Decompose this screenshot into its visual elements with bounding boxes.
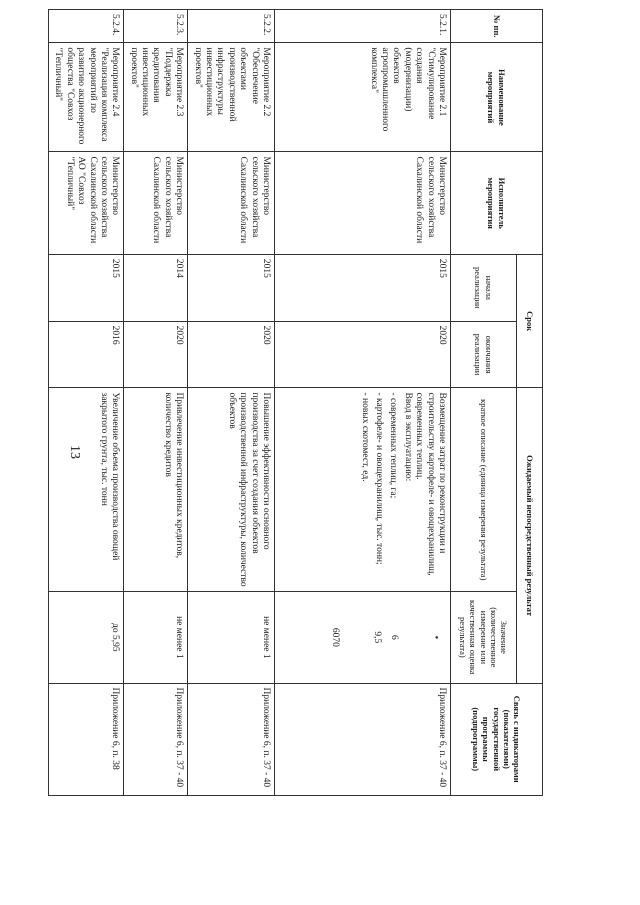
row-name: Мероприятие 2.2 "Обеспечение объектами производственной инфраструктуры инвестиционных проектов" <box>188 43 275 152</box>
value-item: 9,5 <box>371 631 382 644</box>
list-item: - картофеле- и овощехранилищ, тыс. тонн; <box>374 392 385 565</box>
row-executor: Министерство сельского хозяйства Сахалинской области АО "Совхоз "Тепличный" <box>48 152 123 254</box>
table-row <box>275 10 451 796</box>
list-item: - новых скотомест, ед. <box>359 392 370 482</box>
row-desc-text: Возмещение затрат по реконструкции и строительству картофеле- и овощехранилищ, современных теплиц. <box>414 392 447 576</box>
row-name: Мероприятие 2.3 "Поддержка кредитования инвестиционных проектов" <box>124 43 188 152</box>
header-short-desc: краткое описание (единица измерения результата) <box>451 388 517 592</box>
table-row <box>188 10 275 796</box>
row-start: 2015 <box>275 254 451 321</box>
row-num: 5.2.2. <box>188 10 275 43</box>
row-description <box>275 388 451 592</box>
row-description: Увеличение объема производства овощей закрытого грунта, тыс. тонн <box>48 388 123 592</box>
row-end: 2020 <box>275 321 451 388</box>
header-end: окончания реализации <box>451 321 517 388</box>
row-start: 2014 <box>124 254 188 321</box>
row-num: 5.2.3. <box>124 10 188 43</box>
row-num: 5.2.1. <box>275 10 451 43</box>
header-name: Наименование мероприятий <box>451 43 543 152</box>
row-name: Мероприятие 2.1 "Стимулирование создания (модернизации) объектов агропромышленного комплекса" <box>275 43 451 152</box>
row-executor: Министерство сельского хозяйства Сахалинской области <box>188 152 275 254</box>
row-link: Приложение 6, п. 37 - 40 <box>275 683 451 796</box>
value-item: 6 <box>389 634 399 640</box>
row-end: 2020 <box>124 321 188 388</box>
value-mark: • <box>430 635 441 640</box>
header-result: Ожидаемый непосредственный результат <box>517 388 543 683</box>
row-link: Приложение 6, п. 37 - 40 <box>124 683 188 796</box>
row-link: Приложение 6, п. 38 <box>48 683 123 796</box>
page-number: 13 <box>67 445 82 459</box>
row-num: 5.2.4. <box>48 10 123 43</box>
row-value: не менее 1 <box>124 592 188 683</box>
row-description: Привлечение инвестиционных кредитов, количество кредитов <box>124 388 188 592</box>
header-value: Значение (количественное измерение или качественная оценка результата) <box>451 592 517 683</box>
table-row <box>124 10 188 796</box>
row-end: 2016 <box>48 321 123 388</box>
row-value: до 5,95 <box>48 592 123 683</box>
row-link: Приложение 6, п. 37 - 40 <box>188 683 275 796</box>
list-item: - современных теплиц, га; <box>388 392 399 499</box>
row-desc-subtitle: Ввод в эксплуатацию: <box>402 392 413 482</box>
header-start: начала реализации <box>451 254 517 321</box>
row-executor: Министерство сельского хозяйства Сахалинской области <box>275 152 451 254</box>
table-row <box>48 10 123 796</box>
row-end: 2020 <box>188 321 275 388</box>
header-executor: Исполнитель мероприятия <box>451 152 543 254</box>
header-link: Связь с индикаторами (показателями) государственной программы (подпрограммы) <box>451 683 543 796</box>
row-start: 2015 <box>188 254 275 321</box>
value-item: 6070 <box>330 627 341 647</box>
measures-table <box>48 9 543 796</box>
row-value: не менее 1 <box>188 592 275 683</box>
header-num: № пп. <box>451 10 543 43</box>
row-description: Повышение эффективности основного производства за счет создания объектов производственной инфраструктуры, количество объектов <box>188 388 275 592</box>
row-value <box>275 592 451 683</box>
row-name: Мероприятие 2.4 "Реализация комплекса мероприятий по развитию акционерного общества "Совхоз "Тепличный" <box>48 43 123 152</box>
row-executor: Министерство сельского хозяйства Сахалинской области <box>124 152 188 254</box>
header-term: Срок <box>517 254 543 388</box>
row-start: 2015 <box>48 254 123 321</box>
